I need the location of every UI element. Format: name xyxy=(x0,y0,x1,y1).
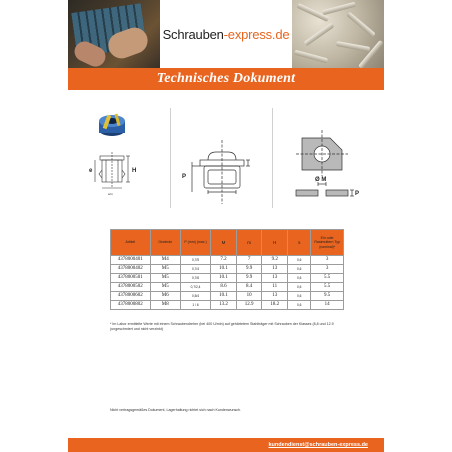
logo-accent-text: -express.de xyxy=(223,26,290,42)
table-cell: 0,6 xyxy=(288,274,311,283)
dim-label-p2: P xyxy=(355,191,360,197)
table-header-row xyxy=(111,230,344,256)
table-row xyxy=(111,256,344,265)
table-cell: M5 xyxy=(150,265,180,274)
table-cell: 14 xyxy=(311,301,344,310)
logo[interactable] xyxy=(160,0,292,68)
table-cell: 0,7/4 xyxy=(180,265,210,274)
document-page xyxy=(68,0,384,452)
table-cell: 10.1 xyxy=(211,265,237,274)
table-row xyxy=(111,265,344,274)
table-cell: 5.5 xyxy=(311,283,344,292)
dim-label-m: Ø M xyxy=(315,177,327,183)
table-cell: 13 xyxy=(262,265,288,274)
table-cell: 4378000602 xyxy=(111,292,151,301)
spec-table xyxy=(110,229,344,310)
table-cell: 3 xyxy=(311,265,344,274)
table-cell: 8.4 xyxy=(236,283,262,292)
table-row xyxy=(111,292,344,301)
table-cell: 0,6 xyxy=(288,265,311,274)
nut-mounted-drawing xyxy=(172,100,272,210)
table-cell: 0,7/5 xyxy=(180,256,210,265)
header-banner xyxy=(68,0,384,68)
table-row xyxy=(111,283,344,292)
table-cell: 10.1 xyxy=(211,274,237,283)
hole-drawing xyxy=(274,100,374,210)
table-cell: 0,6 xyxy=(288,292,311,301)
table-header-cell: s xyxy=(288,230,311,256)
dim-label-sw: s/m xyxy=(108,192,113,196)
table-header-cell: m xyxy=(236,230,262,256)
table-cell: M4 xyxy=(150,256,180,265)
table-cell: 0,6 xyxy=(288,301,311,310)
table-cell: 7 xyxy=(236,256,262,265)
table-cell: 5.5 xyxy=(311,274,344,283)
table-cell: 1 / 6 xyxy=(180,301,210,310)
table-cell: 13 xyxy=(262,292,288,301)
table-cell: 10 xyxy=(236,292,262,301)
table-cell: 4378000402 xyxy=(111,265,151,274)
table-cell: 18.2 xyxy=(262,301,288,310)
table-cell: 0,7/2,4 xyxy=(180,283,210,292)
table-header-cell: M xyxy=(211,230,237,256)
table-header-cell: H xyxy=(262,230,288,256)
table-cell: 9.2 xyxy=(262,256,288,265)
nut-3d-image xyxy=(99,114,125,136)
dim-label-p: P xyxy=(182,174,187,180)
table-cell: 0,6 xyxy=(288,256,311,265)
title-bar xyxy=(68,68,384,90)
table-cell: 11 xyxy=(262,283,288,292)
table-cell: 9.9 xyxy=(236,274,262,283)
footer-bar xyxy=(68,438,384,452)
technical-drawings xyxy=(68,100,384,210)
table-cell: 13 xyxy=(262,274,288,283)
table-cell: M5 xyxy=(150,283,180,292)
table-cell: 4378000802 xyxy=(111,301,151,310)
table-cell: 9.9 xyxy=(236,265,262,274)
workshop-photo xyxy=(68,0,160,68)
table-cell: 7.2 xyxy=(211,256,237,265)
table-cell: 13.2 xyxy=(211,301,237,310)
table-cell: 0,6 xyxy=(288,283,311,292)
screws-photo xyxy=(292,0,384,68)
table-header-cell: Artikel xyxy=(111,230,151,256)
table-cell: 8.6 xyxy=(211,283,237,292)
table-cell: M8 xyxy=(150,301,180,310)
page-title: Technisches Dokument xyxy=(156,71,296,86)
table-cell: M5 xyxy=(150,274,180,283)
table-row xyxy=(111,301,344,310)
table-cell: 4378000501 xyxy=(111,274,151,283)
table-header-cell: P (mm) (max.) xyxy=(180,230,210,256)
table-cell: 4378000502 xyxy=(111,283,151,292)
table-cell: 3 xyxy=(311,256,344,265)
spec-table-container xyxy=(110,229,344,310)
table-header-cell: Gewinde xyxy=(150,230,180,256)
dim-label-e: e xyxy=(89,168,93,174)
contact-email-link[interactable]: kundendienst@schrauben-express.de xyxy=(268,442,368,448)
logo-main-text: Schrauben xyxy=(162,26,224,42)
table-cell: 0,5/4 xyxy=(180,292,210,301)
table-cell: 12.9 xyxy=(236,301,262,310)
table-cell: 4378000401 xyxy=(111,256,151,265)
drawing-divider xyxy=(272,108,273,208)
table-row xyxy=(111,274,344,283)
table-cell: 0,7/6 xyxy=(180,274,210,283)
dim-label-h: H xyxy=(132,168,137,174)
table-cell: M6 xyxy=(150,292,180,301)
drawing-divider xyxy=(170,108,171,208)
table-cell: 10.1 xyxy=(211,292,237,301)
footnote: * Im Labor ermittelte Werte mit einem Schraubendreher (bei 400 U/min) auf gehärtetem Stahlträger mit Schrauben der Klasses (8,8 und 12.9 (ungeschmiert und nicht verzinkt) xyxy=(110,322,334,332)
table-header-cell: Ein oder Rastmuttern Typ (nominal)* xyxy=(311,230,344,256)
disclaimer: Nicht vertragsgemäßes Dokument, Lagerhaltung richtet sich nach Kundenwunsch. xyxy=(110,408,242,412)
table-cell: 9.5 xyxy=(311,292,344,301)
nut-side-view-drawing xyxy=(68,100,168,210)
